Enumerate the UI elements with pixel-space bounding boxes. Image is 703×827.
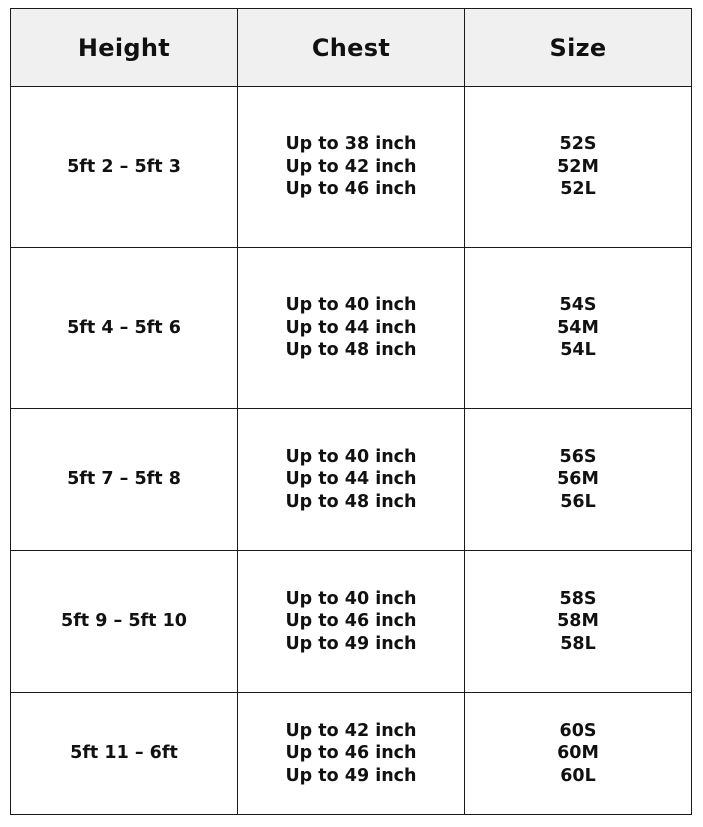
size-chart-table <box>10 8 692 815</box>
chest-value: Up to 40 inch <box>285 446 417 467</box>
height-cell: 5ft 4 – 5ft 6 <box>11 248 238 409</box>
chest-value: Up to 46 inch <box>285 743 417 764</box>
chest-cell <box>238 409 465 551</box>
chest-value: Up to 49 inch <box>285 633 417 654</box>
size-cell <box>465 248 692 409</box>
chest-cell <box>238 693 465 815</box>
chest-value: Up to 49 inch <box>285 765 417 786</box>
size-cell <box>465 87 692 248</box>
chest-value: Up to 46 inch <box>285 179 417 200</box>
height-cell: 5ft 7 – 5ft 8 <box>11 409 238 551</box>
chest-value: Up to 40 inch <box>285 588 417 609</box>
chest-value: Up to 42 inch <box>285 720 417 741</box>
table-row <box>11 551 692 693</box>
chest-cell <box>238 248 465 409</box>
height-cell: 5ft 9 – 5ft 10 <box>11 551 238 693</box>
size-value: 56L <box>560 491 596 512</box>
size-value: 52S <box>559 134 597 155</box>
size-cell <box>465 693 692 815</box>
chest-cell <box>238 551 465 693</box>
size-value: 56M <box>557 469 599 490</box>
chest-value: Up to 44 inch <box>285 469 417 490</box>
chest-value: Up to 40 inch <box>285 295 417 316</box>
size-value: 54M <box>557 317 599 338</box>
chest-value: Up to 48 inch <box>285 491 417 512</box>
header-size: Size <box>465 9 692 87</box>
chest-value: Up to 44 inch <box>285 317 417 338</box>
table-row <box>11 87 692 248</box>
chest-value: Up to 46 inch <box>285 611 417 632</box>
table-row <box>11 693 692 815</box>
table-row <box>11 248 692 409</box>
height-cell: 5ft 11 – 6ft <box>11 693 238 815</box>
size-value: 60S <box>559 720 597 741</box>
size-value: 54S <box>559 295 597 316</box>
header-row <box>11 9 692 87</box>
header-chest: Chest <box>238 9 465 87</box>
size-cell <box>465 551 692 693</box>
size-value: 58M <box>557 611 599 632</box>
chest-value: Up to 38 inch <box>285 134 417 155</box>
size-value: 52M <box>557 156 599 177</box>
size-value: 60L <box>560 765 596 786</box>
chest-value: Up to 48 inch <box>285 340 417 361</box>
chest-value: Up to 42 inch <box>285 156 417 177</box>
height-cell: 5ft 2 – 5ft 3 <box>11 87 238 248</box>
chest-cell <box>238 87 465 248</box>
size-value: 56S <box>559 446 597 467</box>
size-value: 52L <box>560 179 596 200</box>
size-cell <box>465 409 692 551</box>
size-value: 54L <box>560 340 596 361</box>
header-height: Height <box>11 9 238 87</box>
table-row <box>11 409 692 551</box>
size-value: 60M <box>557 743 599 764</box>
size-value: 58L <box>560 633 596 654</box>
size-value: 58S <box>559 588 597 609</box>
